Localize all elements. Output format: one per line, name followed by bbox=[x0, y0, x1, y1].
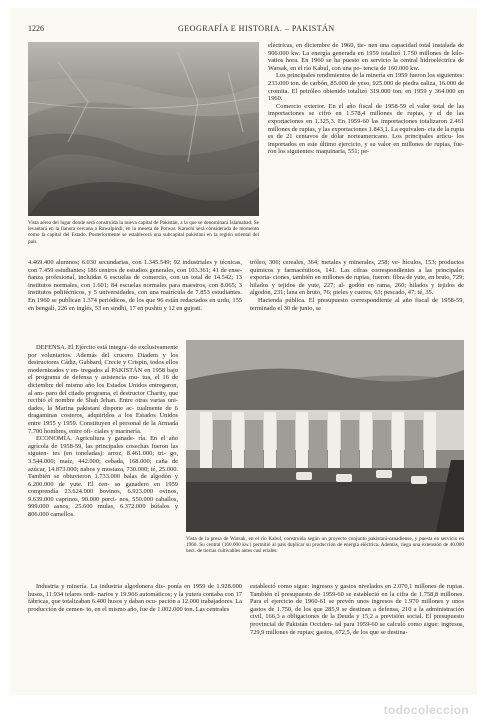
column-right-mid bbox=[250, 259, 464, 312]
page-header bbox=[28, 24, 463, 38]
column-right-low bbox=[250, 583, 464, 636]
page-number: 1226 bbox=[28, 24, 44, 33]
aerial-photo-caption: Vista aérea del lugar donde será construida la nueva capital de Pakistán, a la que se denominará Islamabad. Se levantará en la llanura cercana a Rawalpindi, en la meseta de Potwar. Karachi será considerada de momento como la capital del Estado. Posteriormente se establecerá una subcapital pakistaní en la región oriental del país. bbox=[28, 220, 259, 245]
running-title: GEOGRAFÍA E HISTORIA. – PAKISTÁN bbox=[178, 24, 335, 33]
paragraph: DEFENSA. El Ejército está integra- do exclusivamente por voluntarios. Además del crucero Diadem y los destructores Cádiz, Gabbard, Crecie y Crispin, todos ellos modernizados y en- tregados al PAKISTÁN en 1958 bajo el programa de defensa y asistencia mu- tua, el 16 de diciembre del mismo año los Estados Unidos entregaron, al am- paro del citado programa, el destructor Charity, que recibió el nombre de Shah Jehan. Entre otras varias uni- dades, la Marina pakistaní dispone ac- tualmente de 6 dragaminas costeros, adquiridos a los Estados Unidos entre 1955 y 1959. Constituyen el personal de la Armada 7.700 hombres, entre ofi- ciales y marinería. bbox=[28, 344, 178, 435]
document-page bbox=[10, 8, 477, 698]
paragraph: Industria y minería. La industria algodonera dis- ponía en 1959 de 1.928.000 husos, 11.934 telares ordi- narios y 19.966 automáticos; y la yutera contaba con 17 fábricas, que totalizaban 6.400 husos y daban ocu- pación a 12.000 trabajadores. La producción de cemen- to, en el mismo año, fue de 1.002.000 ton. Las centrales bbox=[28, 583, 243, 613]
paragraph: ECONOMÍA. Agricultura y ganade- ría. En el año agrícola de 1958-59, las principales cosechas fueron las siguien- tes (en toneladas): arroz, 8.461.000; tri- go, 3.544.000; maíz, 442.000; cebada, 168.000; caña de azúcar, 14.873.000; nabos y mostaza, 730.000; té, 25.000. También se obtuvieron 1.733.000 balas de algodón y 6.200.000 de yute. El cen- so ganadero en 1959 comprendía 23.624.000 bovinos, 6.923.000 ovinos, 9.639.000 caprinos, 90.000 porci- nos, 550.000 caballos, 999.000 asnos, 25.600 mulas, 6.372.000 búfalos y 806.000 camellos. bbox=[28, 435, 178, 519]
column-right-top bbox=[268, 42, 464, 156]
watermark-bar bbox=[0, 695, 485, 723]
dam-photo-caption: Vista de la presa de Warsak, en el río Kabul, construida según un proyecto conjunto pakistaní-canadiense, y puesta en servicio en 1960. Su central (160.000 kw.) permitió al país duplicar su producción de energía eléctrica. Además, riega una extensión de 40.000 hect. de tierras cultivables antes casi eriales. bbox=[186, 536, 464, 555]
column-left-low bbox=[28, 344, 178, 519]
aerial-photo bbox=[28, 42, 259, 216]
paragraph: Hacienda pública. El presupuesto correspondiente al año fiscal de 1958-59, terminado el 30 de junio, se bbox=[250, 296, 464, 312]
column-left-mid bbox=[28, 259, 242, 312]
paragraph: tróleo, 306; cereales, 364; metales y minerales, 258; ve- hículos, 153; productos químicos y farmacéuticos, 141. Las cifras correspondientes a las principales exporta- ciones, también en millones de rupias, fueron: fibra de yute, en bruto, 729; hilados y tejidos de yute, 227; al- godón en rama, 260; hilados y tejidos de algodón, 231; lana en bruto, 76; pieles y cueros, 63; pescado, 47; té, 35. bbox=[250, 259, 464, 297]
paragraph: estableció como sigue: ingresos y gastos nivelados en 2.070,1 millones de rupias. También el presupuesto de 1959-60 se estableció en la cifra de 1.758,8 millones. Para el ejercicio de 1960-61 se prevén unos ingresos de 1.970 millones y unos gastos de 1.750, de los que 285,9 se destinan a defensa, 210 a la administración civil, 166,3 a obligaciones de la Deuda y 15,2 a previsión social. El presupuesto provincial de Pakistán Occiden- tal para 1959-60 se calculó como sigue: ingresos, 729,9 millones de rupias; gastos, 672,5, de los que se destina- bbox=[250, 583, 464, 636]
paragraph: 4.469.400 alumnos; 6.030 secundarias, con 1.345.549; 92 industriales y técnicas, con 7.459 estudiantes; 186 centros de estudios generales, con 103.361; 41 de ense- ñanza profesional, incluidas 6 escuelas de comercio, con un total de 14.542; 13 institutos normales, con 1.601; 84 escuelas normales para maestros, con 8.065; 3 institutos politécnicos, y 5 universidades, con una matrícula de 7.853 estudiantes. En 1960 se publican 1.374 periódicos, de los que 96 están redactados en urdu, 155 en bengalí, 226 en inglés, 53 en sindhi, 17 en pushtu y 12 en gujrati. bbox=[28, 259, 242, 312]
watermark-text: todocoleccion bbox=[383, 703, 469, 717]
column-left-bottom bbox=[28, 583, 242, 613]
paragraph: Los principales rendimientos de la minería en 1959 fueron los siguientes: 233.000 ton. de carbón, 85.000 de yeso, 925.000 de piedra caliza, 16.000 de cromita. El petróleo obtenido totalizó 319.000 ton. en 1959 y 364.000 en 1960. bbox=[268, 72, 464, 103]
paragraph: Comercio exterior. En el año fiscal de 1958-59 el valor total de las importaciones se cifró en 1.578,4 millones de rupias, y el de las exportaciones en 1.325,3. En 1959-60 las importaciones totalizaron 2.461 millones de rupias, y las exportaciones 1.843,1. La equivalen- cia de la rupia es de 21 centavos de dólar norteamericano. Los principales artícu- los importados en este último ejercicio, y su valor en millones de rupias, fue- ron los siguientes: maquinaria, 551; pe- bbox=[268, 102, 464, 156]
paragraph: eléctricas, en diciembre de 1960, tie- nen una capacidad total instalada de 906.000 kw. La energía generada en 1959 totalizó 1.750 millones de kilo- vatios hora. En 1960 se ha puesto en servicio la central hidroeléctrica de Warsak, en el río Kabul, con una po- tencia de 160.000 kw. bbox=[268, 42, 464, 72]
dam-photo bbox=[186, 340, 464, 532]
